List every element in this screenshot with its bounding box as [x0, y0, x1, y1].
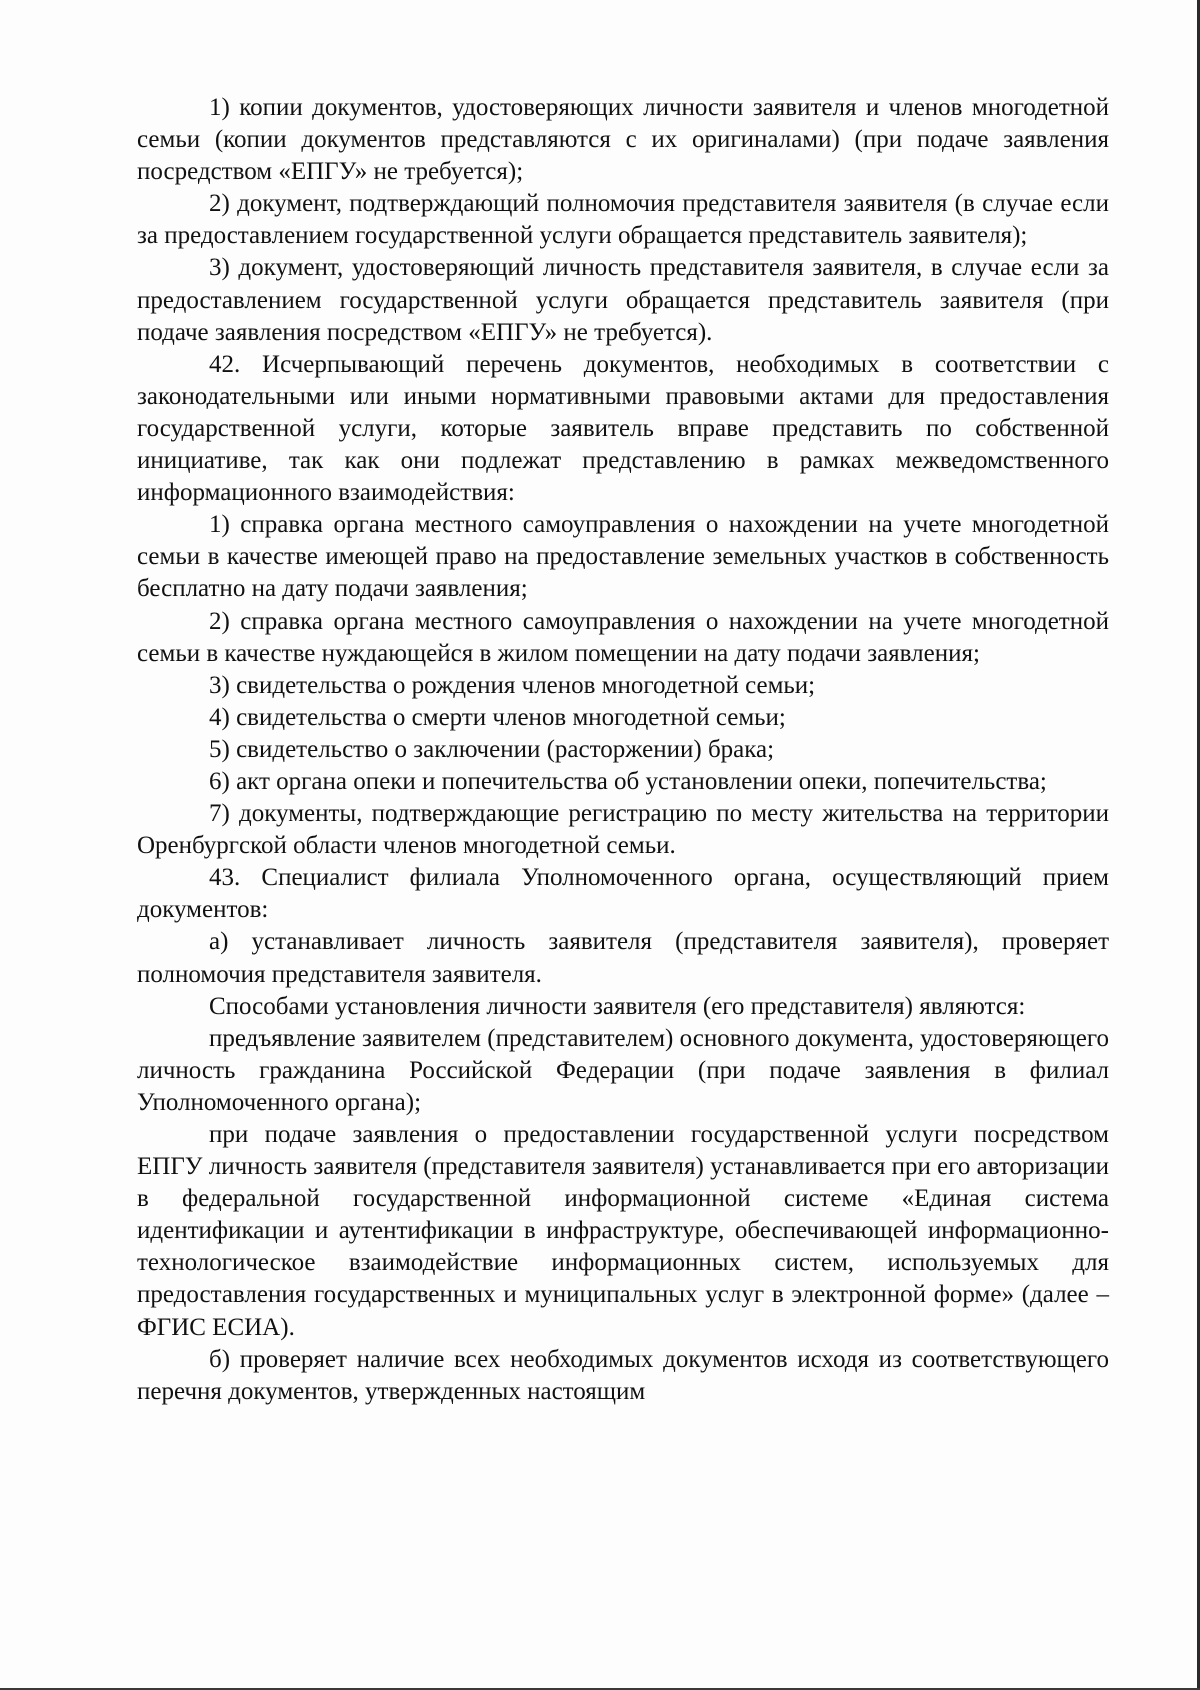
paragraph-item-b-document-check: б) проверяет наличие всех необходимых документов исходя из соответствующего перечня документов, утвержденных настоящим: [137, 1345, 1109, 1405]
paragraph-item-6-guardianship-act: 6) акт органа опеки и попечительства об установлении опеки, попечительства;: [209, 767, 1047, 795]
paragraph-item-3-representative-identity: 3) документ, удостоверяющий личность представителя заявителя, в случае если за предоставлением государственной услуги обращается представитель заявителя (при подаче заявления посредством «ЕПГУ» не требуется).: [137, 254, 1109, 346]
paragraph-item-2-housing-registry-certificate: 2) справка органа местного самоуправления о нахождении на учете многодетной семьи в качестве нуждающейся в жилом помещении на дату подачи заявления;: [137, 607, 1109, 667]
document-body: [137, 92, 1109, 1408]
paragraph-item-7-registration-documents: 7) документы, подтверждающие регистрацию по месту жительства на территории Оренбургской области членов многодетной семьи.: [137, 800, 1109, 860]
paragraph-item-a-identity-check: а) устанавливает личность заявителя (представителя заявителя), проверяет полномочия представителя заявителя.: [137, 928, 1109, 988]
paragraph-clause-43: 43. Специалист филиала Уполномоченного органа, осуществляющий прием документов:: [137, 864, 1109, 924]
paragraph-item-5-marriage-certificate: 5) свидетельство о заключении (расторжении) брака;: [209, 735, 775, 763]
paragraph-item-1-land-registry-certificate: 1) справка органа местного самоуправления о нахождении на учете многодетной семьи в качестве имеющей право на предоставление земельных участков в собственность бесплатно на дату подачи заявления;: [137, 511, 1109, 603]
paragraph-clause-42: 42. Исчерпывающий перечень документов, необходимых в соответствии с законодательными или иными нормативными правовыми актами для предоставления государственной услуги, которые заявитель вправе представить по собственной инициативе, так как они подлежат представлению в рамках межведомственного информационного взаимодействия:: [137, 350, 1109, 507]
paragraph-item-1-identity-copies: 1) копии документов, удостоверяющих личности заявителя и членов многодетной семьи (копии документов представляются с их оригиналами) (при подаче заявления посредством «ЕПГУ» не требуется);: [137, 94, 1109, 186]
paragraph-method-document-presentation: предъявление заявителем (представителем) основного документа, удостоверяющего личность гражданина Российской Федерации (при подаче заявления в филиал Уполномоченного органа);: [137, 1024, 1109, 1116]
paragraph-identity-methods: Способами установления личности заявителя (его представителя) являются:: [209, 992, 1026, 1020]
paragraph-item-2-authority-document: 2) документ, подтверждающий полномочия представителя заявителя (в случае если за предоставлением государственной услуги обращается представитель заявителя);: [137, 190, 1109, 250]
paragraph-item-3-birth-certificates: 3) свидетельства о рождения членов многодетной семьи;: [209, 671, 816, 699]
paragraph-method-esia-authorization: при подаче заявления о предоставлении государственной услуги посредством ЕПГУ личность заявителя (представителя заявителя) устанавливается при его авторизации в федеральной государственной информационной системе «Единая система идентификации и аутентификации в инфраструктуре, обеспечивающей информационно-технологическое взаимодействие информационных систем, используемых для предоставления государственных и муниципальных услуг в электронной форме» (далее – ФГИС ЕСИА).: [137, 1121, 1109, 1341]
paragraph-item-4-death-certificates: 4) свидетельства о смерти членов многодетной семьи;: [209, 703, 786, 731]
